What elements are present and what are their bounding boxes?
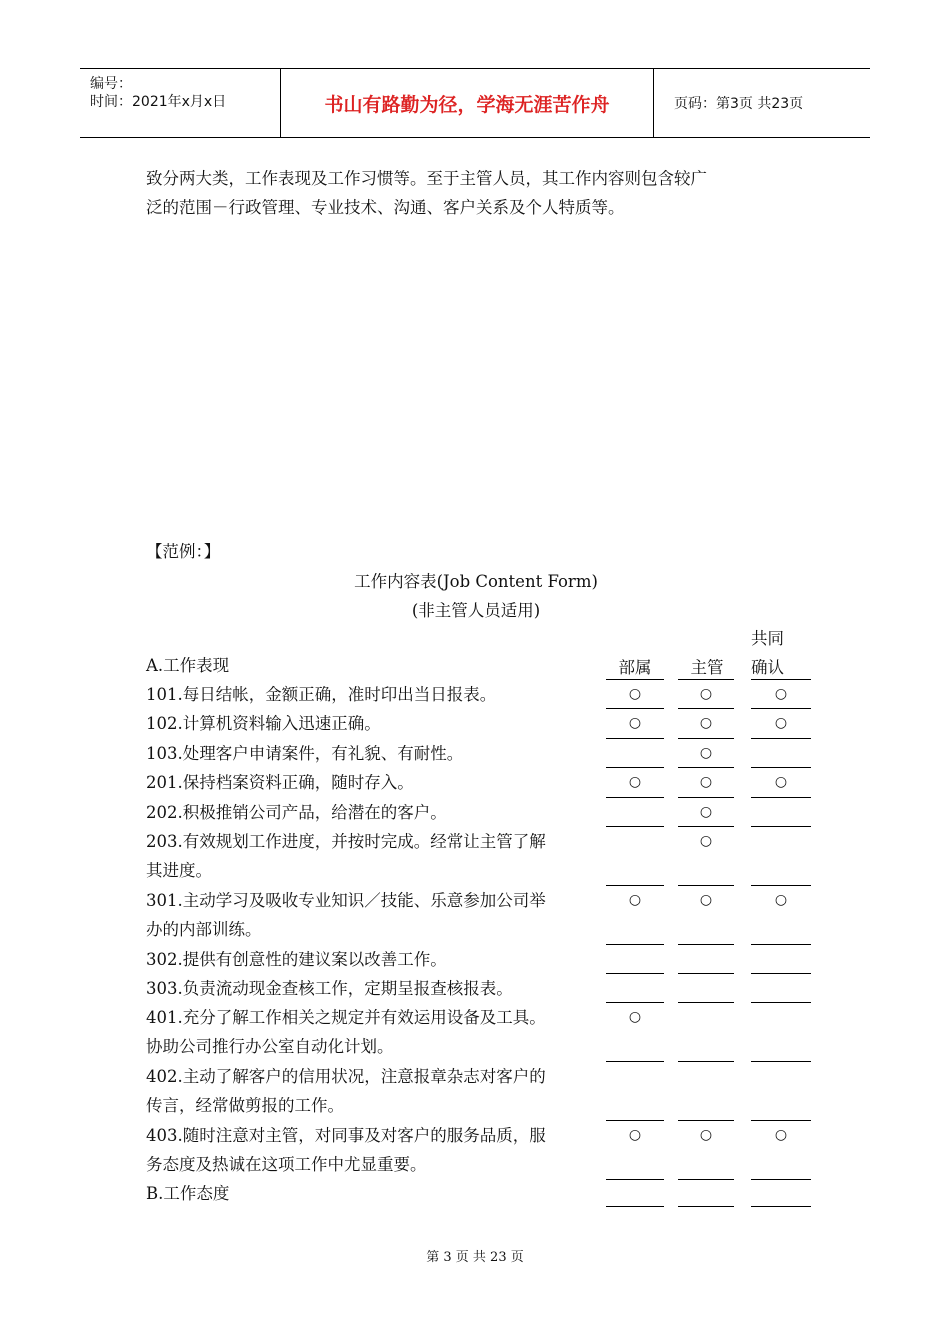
row-underline — [751, 885, 811, 886]
check-mark: ○ — [628, 891, 642, 908]
check-mark: ○ — [628, 1127, 642, 1143]
check-mark: ○ — [699, 833, 713, 849]
row-underline — [751, 1179, 811, 1180]
row-underline — [606, 826, 664, 827]
intro-paragraph — [146, 164, 806, 222]
col-joint-2: 确认 — [751, 658, 784, 677]
row-underline — [678, 738, 734, 739]
row-text-line: 其进度。 — [146, 861, 212, 880]
row-text-line: 203.有效规划工作进度，并按时完成。经常让主管了解 — [146, 832, 546, 851]
row-underline — [678, 1206, 734, 1207]
check-mark: ○ — [774, 715, 788, 732]
check-mark: ○ — [628, 774, 642, 791]
row-underline — [751, 1120, 811, 1121]
row-underline — [606, 1061, 664, 1062]
row-underline — [606, 708, 664, 709]
row-underline — [678, 1061, 734, 1062]
row-text-line: 303.负责流动现金查核工作，定期呈报查核报表。 — [146, 979, 513, 998]
col-joint-1: 共同 — [751, 629, 784, 648]
form-subtitle: (非主管人员适用) — [411, 601, 541, 620]
header-meta — [80, 69, 281, 137]
table-row — [146, 827, 606, 885]
row-underline — [678, 1002, 734, 1003]
check-mark: ○ — [699, 1127, 713, 1143]
row-underline — [678, 826, 734, 827]
check-mark: ○ — [628, 715, 642, 732]
row-text-line: 办的内部训练。 — [146, 919, 262, 939]
header-page-info-text: 页码：第3页 共23页 — [674, 96, 804, 112]
section-b-heading — [146, 1179, 606, 1208]
row-underline — [606, 1179, 664, 1180]
row-underline — [751, 738, 811, 739]
row-underline — [751, 797, 811, 798]
check-mark: ○ — [699, 891, 713, 908]
row-underline — [606, 738, 664, 739]
section-a-text: A.工作表现 — [146, 656, 230, 675]
row-underline — [606, 885, 664, 886]
row-text-line: 103.处理客户申请案件，有礼貌、有耐性。 — [146, 743, 464, 763]
check-mark: ○ — [699, 803, 713, 820]
header-number: 编号： — [90, 76, 132, 92]
row-text-line: 协助公司推行办公室自动化计划。 — [146, 1037, 394, 1057]
row-underline — [751, 944, 811, 945]
row-underline — [678, 944, 734, 945]
row-text-line: 202.积极推销公司产品，给潜在的客户。 — [146, 802, 447, 822]
col-subordinate: 部属 — [618, 658, 652, 677]
row-underline — [678, 708, 734, 709]
row-underline — [751, 973, 811, 974]
row-underline — [678, 885, 734, 886]
row-text-line: 102.计算机资料输入迅速正确。 — [146, 714, 381, 734]
table-row — [146, 1062, 606, 1120]
table-row — [146, 1003, 606, 1061]
check-mark: ○ — [774, 891, 788, 908]
row-underline — [678, 973, 734, 974]
col-supervisor: 主管 — [690, 658, 724, 677]
check-mark: ○ — [699, 774, 713, 791]
check-mark: ○ — [774, 774, 788, 791]
table-row — [146, 739, 606, 768]
row-text-line: 402.主动了解客户的信用状况，注意报章杂志对客户的 — [146, 1067, 546, 1087]
row-underline — [606, 973, 664, 974]
row-underline — [606, 797, 664, 798]
row-text-line: 302.提供有创意性的建议案以改善工作。 — [146, 949, 447, 969]
check-mark: ○ — [699, 744, 713, 761]
row-underline — [751, 767, 811, 768]
row-underline — [751, 826, 811, 827]
page-header — [80, 68, 870, 138]
check-mark: ○ — [628, 1009, 642, 1026]
table-row — [146, 768, 606, 797]
form-title: 工作内容表(Job Content Form) — [354, 572, 598, 591]
row-underline — [678, 1120, 734, 1121]
check-mark: ○ — [628, 686, 642, 702]
row-text-line: 101.每日结帐，金额正确，准时印出当日报表。 — [146, 685, 497, 704]
row-underline — [606, 1120, 664, 1121]
row-text-line: 403.随时注意对主管，对同事及对客户的服务品质，服 — [146, 1126, 546, 1145]
intro-line: 致分两大类，工作表现及工作习惯等。至于主管人员，其工作内容则包含较广 — [146, 169, 707, 188]
example-label: 【范例：】 — [146, 542, 221, 561]
section-a-heading — [146, 651, 606, 680]
check-mark: ○ — [774, 686, 788, 702]
row-underline — [606, 1206, 664, 1207]
header-time: 时间：2021年x月x日 — [90, 94, 227, 110]
table-row — [146, 945, 606, 974]
row-underline — [678, 767, 734, 768]
row-text-line: 401.充分了解工作相关之规定并有效运用设备及工具。 — [146, 1008, 546, 1028]
row-underline — [606, 1002, 664, 1003]
intro-line: 泛的范围－行政管理、专业技术、沟通、客户关系及个人特质等。 — [146, 198, 625, 217]
table-row — [146, 974, 606, 1003]
row-underline — [606, 944, 664, 945]
header-page-info — [664, 69, 870, 137]
row-text-line: 301.主动学习及吸收专业知识／技能、乐意参加公司举 — [146, 890, 546, 910]
row-text-line: 传言，经常做剪报的工作。 — [146, 1096, 344, 1116]
table-row — [146, 1121, 606, 1179]
row-text-line: 201.保持档案资料正确，随时存入。 — [146, 773, 414, 793]
row-underline — [606, 767, 664, 768]
row-underline — [751, 1206, 811, 1207]
header-underline — [606, 679, 664, 680]
header-underline — [678, 679, 734, 680]
section-b-text: B.工作态度 — [146, 1184, 230, 1203]
header-motto: 书山有路勤为径，学海无涯苦作舟 — [281, 69, 654, 137]
row-underline — [678, 1179, 734, 1180]
row-underline — [751, 1061, 811, 1062]
check-mark: ○ — [699, 715, 713, 732]
row-underline — [751, 1002, 811, 1003]
table-row — [146, 798, 606, 827]
check-mark: ○ — [774, 1127, 788, 1143]
row-text-line: 务态度及热诚在这项工作中尤显重要。 — [146, 1155, 427, 1174]
table-row — [146, 886, 606, 944]
table-row — [146, 709, 606, 738]
row-underline — [751, 708, 811, 709]
page-footer: 第 3 页 共 23 页 — [426, 1250, 524, 1265]
header-underline — [751, 679, 811, 680]
check-mark: ○ — [699, 686, 713, 702]
table-row — [146, 680, 606, 709]
row-underline — [678, 797, 734, 798]
